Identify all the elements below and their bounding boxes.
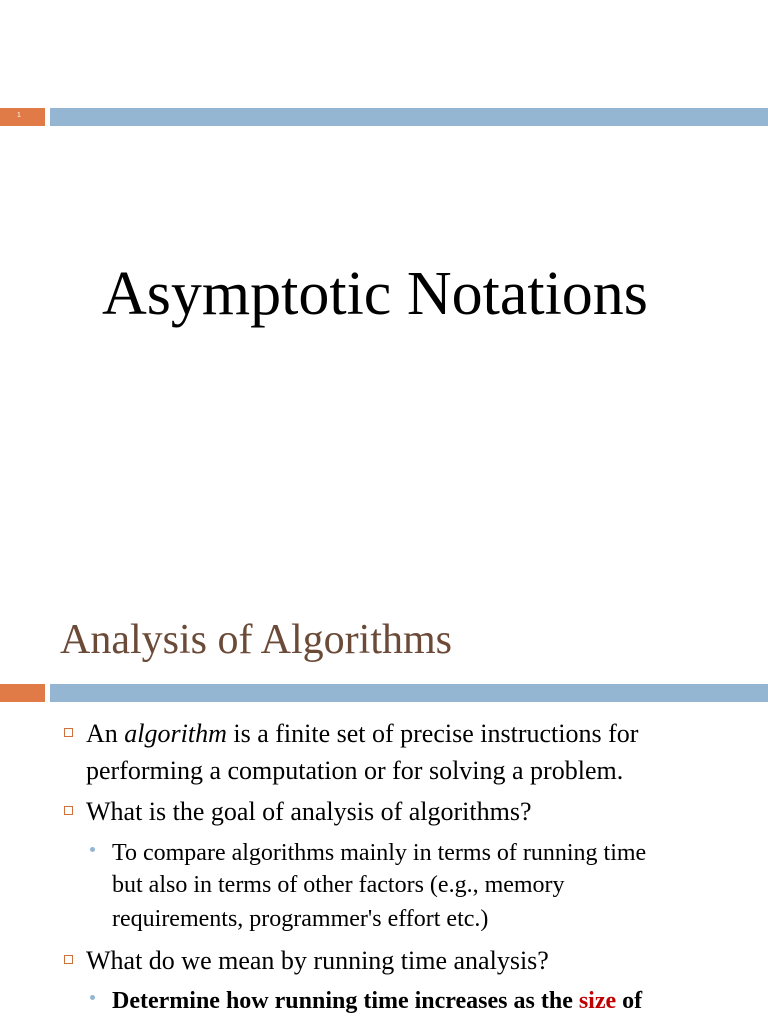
slide2-header-bar bbox=[0, 684, 768, 702]
sub2-highlight: size bbox=[578, 988, 617, 1014]
sub1-line1: To compare algorithms mainly in terms of running time bbox=[112, 840, 647, 866]
sub2-line1 bbox=[112, 987, 642, 1015]
slide1-header-bar bbox=[0, 108, 768, 126]
dot-bullet-icon bbox=[90, 995, 95, 1000]
bullet1-line2: performing a computation or for solving a problem. bbox=[86, 756, 624, 785]
dot-bullet-icon bbox=[90, 847, 95, 852]
bullet1-text-post: is a finite set of precise instructions for bbox=[226, 719, 639, 748]
sub1-line2: but also in terms of other factors (e.g., memory bbox=[112, 872, 565, 898]
square-bullet-icon bbox=[64, 728, 73, 737]
orange-accent-block bbox=[0, 108, 45, 126]
slide1-title: Asymptotic Notations bbox=[102, 260, 648, 328]
bullet1-line1 bbox=[86, 719, 638, 749]
bullet1-text-pre: An bbox=[86, 719, 125, 748]
blue-accent-bar bbox=[50, 108, 768, 126]
square-bullet-icon bbox=[64, 806, 73, 815]
sub2-text-pre: Determine how running time increases as the bbox=[112, 988, 579, 1014]
slide-number: 1 bbox=[17, 112, 21, 119]
slide2-title: Analysis of Algorithms bbox=[60, 617, 453, 663]
orange-accent-block bbox=[0, 684, 45, 702]
blue-accent-bar bbox=[50, 684, 768, 702]
sub2-text-post: of bbox=[616, 988, 643, 1014]
bullet2-text: What is the goal of analysis of algorithms? bbox=[86, 797, 532, 826]
bullet1-emphasis: algorithm bbox=[124, 719, 227, 748]
square-bullet-icon bbox=[64, 955, 73, 964]
sub1-line3: requirements, programmer's effort etc.) bbox=[112, 906, 489, 932]
bullet3-text: What do we mean by running time analysis? bbox=[86, 946, 549, 975]
